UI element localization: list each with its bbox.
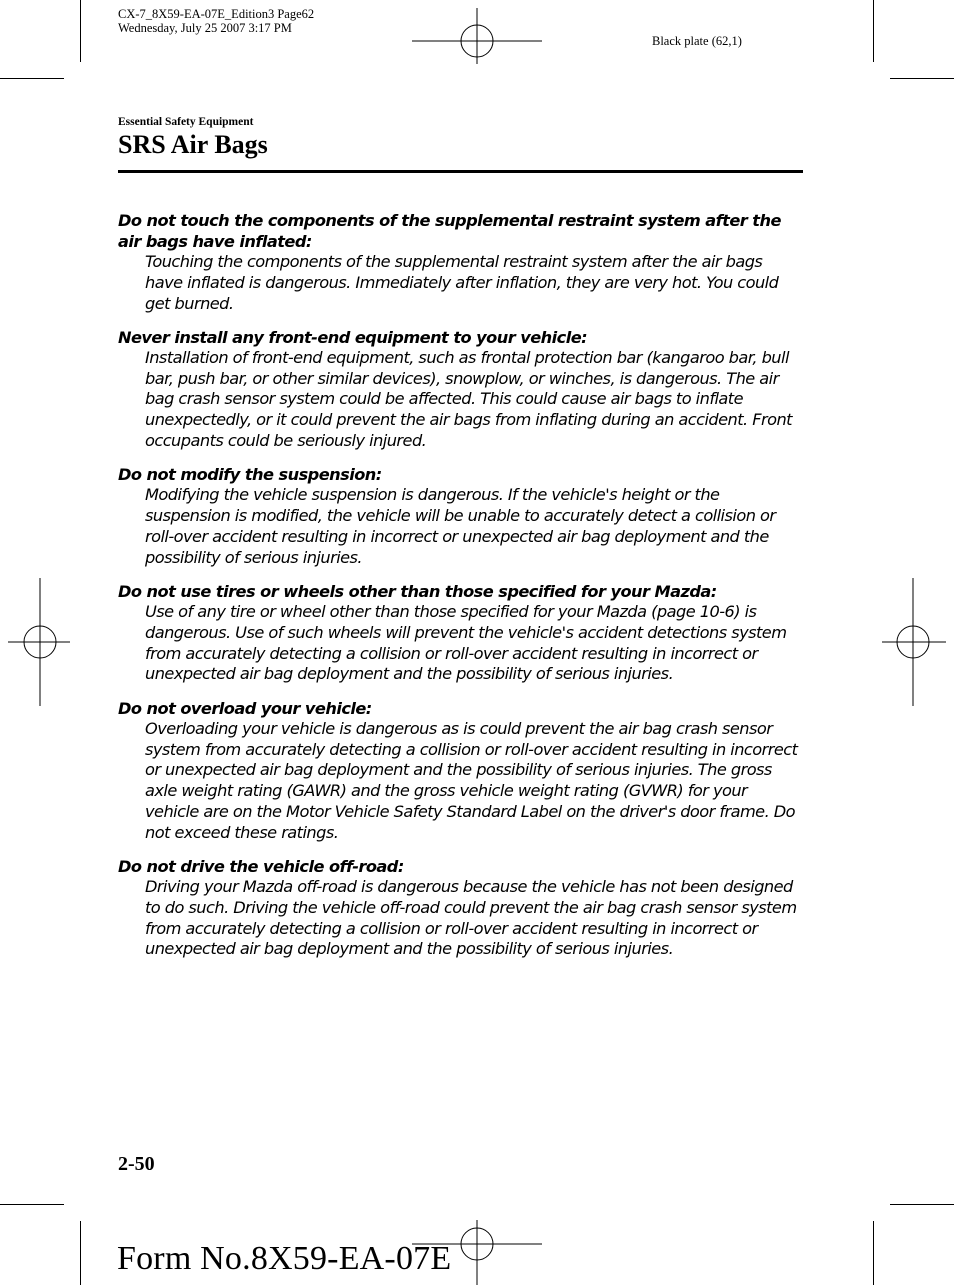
warning-item <box>118 581 804 685</box>
print-header-date: Wednesday, July 25 2007 3:17 PM <box>118 21 292 35</box>
warning-item <box>118 856 804 960</box>
warning-heading: Do not use tires or wheels other than those specified for your Mazda: <box>118 582 717 602</box>
plate-label: Black plate (62,1) <box>652 34 742 48</box>
crop-mark <box>80 1221 81 1285</box>
title-rule <box>118 170 803 173</box>
warning-item <box>118 464 804 568</box>
crop-mark <box>890 78 954 79</box>
crop-mark <box>890 1204 954 1205</box>
crop-mark <box>873 1221 874 1285</box>
warning-body: Touching the components of the supplemental restraint system after the air bags have inflated is dangerous. Immediately after inflation, they are very hot. You could get burned. <box>145 252 779 313</box>
registration-mark-left <box>8 578 70 706</box>
warning-body: Overloading your vehicle is dangerous as is could prevent the air bag crash sensor system from accurately detecting a collision or roll-over accident resulting in incorrect or unexpected air bag deployment and the possibility of serious injuries. The gross axle weight rating (GAWR) and the gross vehicle weight rating (GVWR) for your vehicle are on the Motor Vehicle Safety Standard Label on the driver's door frame. Do not exceed these ratings. <box>145 718 798 842</box>
warning-heading: Do not touch the components of the supplemental restraint system after the air bags have inflated: <box>118 211 781 251</box>
warning-heading: Do not overload your vehicle: <box>118 698 372 718</box>
warning-list <box>118 210 804 973</box>
section-label: Essential Safety Equipment <box>118 116 254 128</box>
crop-mark <box>0 1204 64 1205</box>
warning-item <box>118 698 804 844</box>
page-number: 2-50 <box>118 1153 155 1175</box>
warning-body: Installation of front-end equipment, such as frontal protection bar (kangaroo bar, bull bar, push bar, or other similar devices), snowplow, or winches, is dangerous. The air bag crash sensor system could be affected. This could cause air bags to inflate unexpectedly, or it could prevent the air bags from inflating during an accident. Front occupants could be seriously injured. <box>145 347 792 451</box>
warning-item <box>118 210 804 314</box>
warning-heading: Never install any front-end equipment to your vehicle: <box>118 327 588 347</box>
registration-mark-right <box>882 578 946 706</box>
print-header <box>118 7 314 35</box>
crop-mark <box>873 0 874 62</box>
warning-heading: Do not modify the suspension: <box>118 465 382 485</box>
crop-mark <box>0 78 64 79</box>
warning-item <box>118 327 804 452</box>
warning-body: Use of any tire or wheel other than those specified for your Mazda (page 10-6) is dangerous. Use of such wheels will prevent the vehicle's accident detections system from accurately detecting a collision or roll-over accident resulting in incorrect or unexpected air bag deployment and the possibility of serious injuries. <box>145 602 787 684</box>
print-header-job: CX-7_8X59-EA-07E_Edition3 Page62 <box>118 7 315 21</box>
warning-heading: Do not drive the vehicle off-road: <box>118 857 404 877</box>
warning-body: Driving your Mazda off-road is dangerous because the vehicle has not been designed to do such. Driving the vehicle off-road could prevent the air bag crash sensor system from accurately detecting a collision or roll-over accident resulting in incorrect or unexpected air bag deployment and the possibility of serious injuries. <box>145 877 797 959</box>
registration-mark-top <box>412 8 542 64</box>
warning-body: Modifying the vehicle suspension is dangerous. If the vehicle's height or the suspension is modified, the vehicle will be unable to accurately detect a collision or roll-over accident resulting in incorrect or unexpected air bag deployment and the possibility of serious injuries. <box>145 485 776 567</box>
page-title: SRS Air Bags <box>118 130 268 159</box>
crop-mark <box>80 0 81 62</box>
form-number: Form No.8X59-EA-07E <box>117 1240 452 1277</box>
